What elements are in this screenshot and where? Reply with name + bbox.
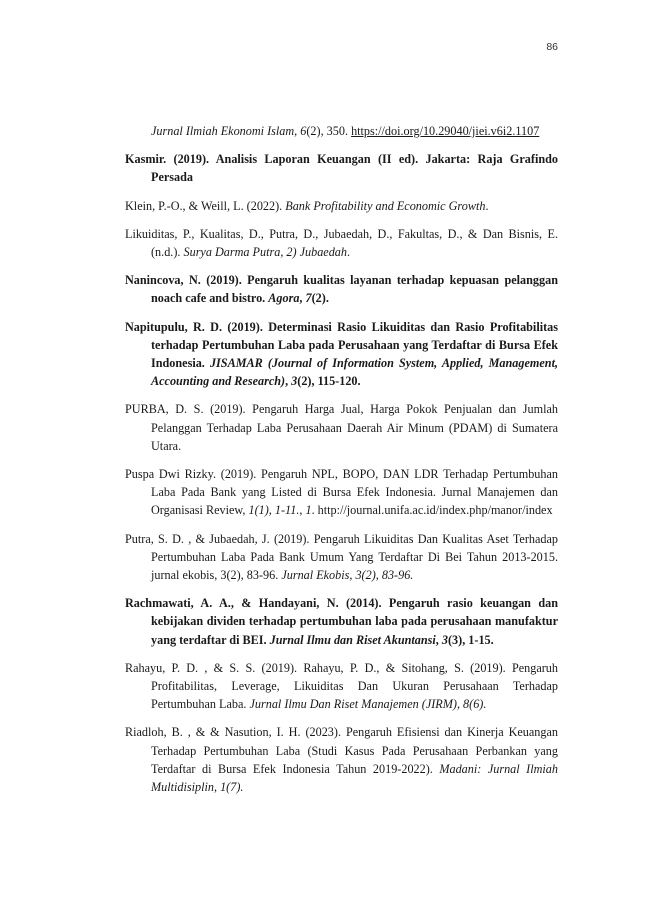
reference-text: Kasmir. (2019). Analisis Laporan Keuangan (II ed). Jakarta: Raja Grafindo Persada — [125, 152, 558, 185]
reference-entry-cont — [125, 122, 558, 140]
reference-italic-text: 6 — [300, 124, 307, 138]
reference-entry-rachmawati — [125, 594, 558, 649]
reference-text: PURBA, D. S. (2019). Pengaruh Harga Jual, Harga Pokok Penjualan dan Jumlah Pelanggan Terhadap Laba Perusahaan Daerah Air Minum (PDAM) di Sumatera Utara. — [125, 402, 558, 453]
reference-entry-nanincova — [125, 271, 558, 307]
reference-text: Nanincova, N. (2019). Pengaruh kualitas layanan terhadap kepuasan pelanggan noach cafe and bistro. — [125, 273, 558, 306]
reference-entry-likuiditas — [125, 225, 558, 261]
reference-italic-text: Jurnal Ilmiah Ekonomi Islam, — [151, 124, 301, 138]
reference-entry-putra — [125, 530, 558, 585]
reference-text: Likuiditas, P., Kualitas, D., Putra, D., Jubaedah, D., Fakultas, D., & Dan Bisnis, E. (n.d.). — [125, 226, 558, 260]
reference-italic-text: 3 — [291, 374, 298, 389]
reference-text: Rachmawati, A. A., & Handayani, N. (2014). Pengaruh rasio keuangan dan kebijakan dividen terhadap pertumbuhan laba pada perusahaan manufaktur yang terdaftar di BEI. — [125, 596, 558, 647]
reference-text: Klein, P.-O., & Weill, L. (2022). — [125, 198, 286, 213]
reference-text: . http://journal.unifa.ac.id/index.php/manor/index — [311, 503, 553, 518]
reference-text: , — [285, 374, 292, 389]
reference-text: , — [299, 503, 306, 518]
reference-text: (3), 1-15. — [447, 632, 494, 647]
reference-italic-text: Jurnal Ilmu Dan Riset Manajemen (JIRM), 8(6). — [249, 697, 487, 712]
reference-entry-rahayu — [125, 659, 558, 714]
reference-text: Rahayu, P. D. , & S. S. (2019). Rahayu, P. D., & Sitohang, S. (2019). Pengaruh Profitabilitas, Leverage, Likuiditas Dan Ukuran Perusahaan Terhadap Pertumbuhan Laba. — [125, 660, 558, 712]
reference-text: Riadloh, B. , & & Nasution, I. H. (2023). Pengaruh Efisiensi dan Kinerja Keuangan Terhadap Pertumbuhan Laba (Studi Kasus Pada Perusahaan Perbankan yang Terdaftar di Bursa Efek Indonesia Tahun 2019-2022). — [125, 725, 558, 776]
reference-entry-riadloh — [125, 723, 558, 796]
reference-entry-purba — [125, 400, 558, 455]
reference-entry-kasmir — [125, 150, 558, 186]
reference-entry-klein — [125, 197, 558, 215]
reference-text: . — [347, 245, 351, 260]
reference-italic-text: Bank Profitability and Economic Growth — [285, 198, 486, 213]
reference-text: , — [299, 291, 306, 306]
reference-text: Puspa Dwi Rizky. (2019). Pengaruh NPL, BOPO, DAN LDR Terhadap Pertumbuhan Laba Pada Bank yang Listed di Bursa Efek Indonesia. Jurnal Manajemen dan Organisasi Review, — [125, 467, 558, 518]
reference-italic-text: Madani: Jurnal Ilmiah Multidisiplin, 1(7). — [151, 761, 558, 795]
reference-italic-text: 7 — [305, 291, 312, 306]
reference-italic-text: 1(1), 1-11. — [248, 503, 300, 518]
reference-italic-text: Agora — [268, 291, 300, 306]
reference-text: (2), 350. — [306, 124, 352, 138]
reference-italic-text: 1 — [305, 503, 312, 518]
reference-entry-puspa — [125, 465, 558, 520]
doi-link[interactable]: https://doi.org/10.29040/jiei.v6i2.1107 — [351, 124, 540, 138]
page-number: 86 — [546, 41, 558, 53]
reference-text: Napitupulu, R. D. (2019). Determinasi Rasio Likuiditas dan Rasio Profitabilitas terhadap Pertumbuhan Laba pada Perusahaan yang Terdaftar di Bursa Efek Indonesia. — [125, 319, 558, 371]
reference-italic-text: Jurnal Ilmu dan Riset Akuntansi — [269, 632, 436, 647]
reference-text: Putra, S. D. , & Jubaedah, J. (2019). Pengaruh Likuiditas Dan Kualitas Aset Terhadap Pertumbuhan Laba Pada Bank Umum Yang Terdaftar Di Bei Tahun 2013-2015. jurnal ekobis, 3(2), 83-96. — [125, 531, 558, 583]
reference-text: , — [435, 632, 442, 647]
reference-italic-text: Jurnal Ekobis, 3(2), 83-96. — [281, 568, 414, 583]
reference-list — [125, 122, 558, 806]
reference-entry-napitupulu — [125, 318, 558, 391]
reference-text: . — [485, 198, 489, 213]
reference-italic-text: 3 — [441, 632, 448, 647]
reference-italic-text: JISAMAR (Journal of Information System, Applied, Management, Accounting and Research) — [151, 356, 558, 389]
reference-italic-text: Surya Darma Putra, 2) Jubaedah — [183, 245, 347, 260]
reference-text: (2), 115-120. — [297, 374, 361, 389]
reference-text: (2). — [311, 291, 329, 306]
